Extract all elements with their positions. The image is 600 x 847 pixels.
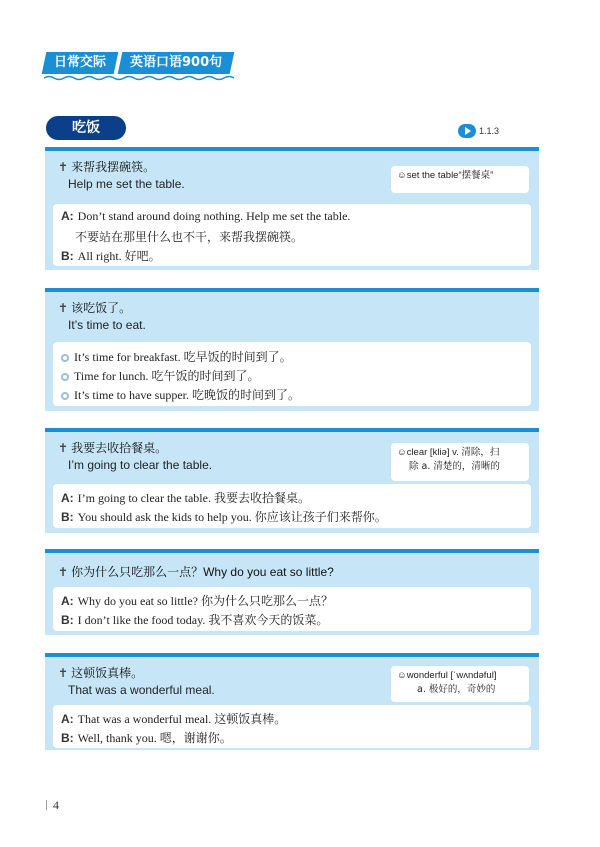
dialogue-box	[53, 587, 531, 631]
phrase-card	[45, 549, 539, 635]
cross-icon: ✝	[58, 301, 69, 315]
note-line: ☺clear [kliə] v. 清除，扫	[397, 447, 500, 458]
dialogue-line: A: That was a wonderful meal. 这顿饭真棒。	[61, 712, 287, 726]
bullet-icon	[61, 392, 69, 400]
phrase-chinese: 该吃饭了。	[71, 301, 132, 315]
bullet-icon	[61, 354, 69, 362]
phrase-card	[45, 288, 539, 411]
example-line: It’s time to have supper. 吃晚饭的时间到了。	[61, 386, 300, 403]
cross-icon: ✝	[58, 441, 69, 455]
phrase-card	[45, 428, 539, 533]
example-line: Time for lunch. 吃午饭的时间到了。	[61, 367, 260, 384]
phrase-english: I’m going to clear the table.	[68, 458, 213, 472]
phrase-chinese: 我要去收拾餐桌。	[71, 441, 168, 455]
dialogue-line: B: You should ask the kids to help you. 你应该让孩子们来帮你。	[61, 510, 387, 524]
cross-icon: ✝	[58, 666, 69, 680]
section-title: 吃饭	[46, 116, 126, 140]
vocab-note	[391, 166, 529, 193]
phrase-chinese: 你为什么只吃那么一点？	[71, 565, 204, 579]
dialogue-line: A: Don’t stand around doing nothing. Help me set the table.	[61, 209, 351, 223]
phrase-english: That was a wonderful meal.	[68, 683, 215, 697]
dialogue-line: A: I’m going to clear the table. 我要去收拾餐桌。	[61, 491, 310, 505]
example-line: It’s time for breakfast. 吃早饭的时间到了。	[61, 348, 292, 365]
note-line: 除 a. 清楚的，清晰的	[409, 461, 500, 472]
phrase-header	[58, 665, 215, 699]
dialogue-line: A: Why do you eat so little? 你为什么只吃那么一点？	[61, 594, 333, 608]
note-line: ☺wonderful [ˈwʌndəful]	[397, 670, 497, 681]
bullet-icon	[61, 373, 69, 381]
phrase-chinese: 这顿饭真棒。	[71, 666, 144, 680]
phrase-english: It’s time to eat.	[68, 318, 146, 332]
vocab-note	[391, 666, 529, 702]
dialogue-line: 不要站在那里什么也不干，来帮我摆碗筷。	[75, 230, 304, 244]
phrase-header	[58, 564, 334, 581]
track-number: 1.1.3	[479, 126, 500, 136]
page-number: 4	[46, 798, 59, 813]
phrase-card	[45, 653, 539, 750]
audio-track[interactable]	[458, 124, 499, 138]
example-box	[53, 342, 531, 406]
phrase-chinese: 来帮我摆碗筷。	[71, 160, 156, 174]
note-line: a. 极好的，奇妙的	[417, 684, 496, 695]
dialogue-box	[53, 705, 531, 748]
dialogue-box	[53, 484, 531, 528]
cross-icon: ✝	[58, 160, 69, 174]
dialogue-line: B: Well, thank you. 嗯，谢谢你。	[61, 731, 232, 745]
header-wave-decoration	[44, 75, 234, 81]
vocab-note	[391, 443, 529, 481]
phrase-header	[58, 300, 146, 334]
phrase-header	[58, 159, 185, 193]
book-header	[44, 52, 232, 74]
dialogue-line: B: All right. 好吧。	[61, 249, 161, 263]
phrase-header	[58, 440, 212, 474]
phrase-card	[45, 147, 539, 270]
book-title: 英语口语900句	[118, 52, 235, 74]
note-line: ☺set the table“摆餐桌”	[397, 170, 494, 181]
series-badge: 日常交际	[42, 52, 119, 74]
phrase-english: Why do you eat so little?	[203, 565, 334, 579]
play-icon[interactable]	[458, 124, 476, 138]
cross-icon: ✝	[58, 565, 69, 579]
dialogue-line: B: I don’t like the food today. 我不喜欢今天的饭菜。	[61, 613, 329, 627]
phrase-english: Help me set the table.	[68, 177, 185, 191]
dialogue-box	[53, 204, 531, 266]
